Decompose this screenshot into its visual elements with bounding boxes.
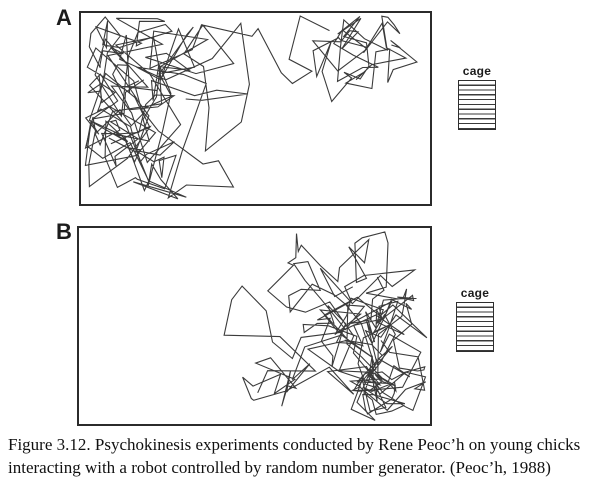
- cage-a: [455, 64, 499, 130]
- panel-b-arena: [77, 226, 432, 426]
- panel-b-label: B: [56, 219, 73, 244]
- figure-caption-line1: Figure 3.12. Psychokinesis experiments conducted by Rene Peoc’h on young chicks: [8, 435, 581, 454]
- figure-caption: [8, 434, 596, 479]
- panel-a-label: A: [56, 5, 73, 30]
- panel-b-robot-trace: [79, 228, 430, 424]
- cage-a-label: cage: [462, 64, 492, 78]
- cage-b-label: cage: [460, 286, 490, 300]
- panel-a-arena: [79, 11, 432, 206]
- panel-a-robot-trace: [81, 13, 430, 204]
- figure-caption-line2: interacting with a robot controlled by random number generator. (Peoc’h, 1988): [8, 457, 551, 477]
- cage-b: [453, 286, 497, 352]
- cage-b-hatched-box-icon: [456, 302, 494, 352]
- cage-a-hatched-box-icon: [458, 80, 496, 130]
